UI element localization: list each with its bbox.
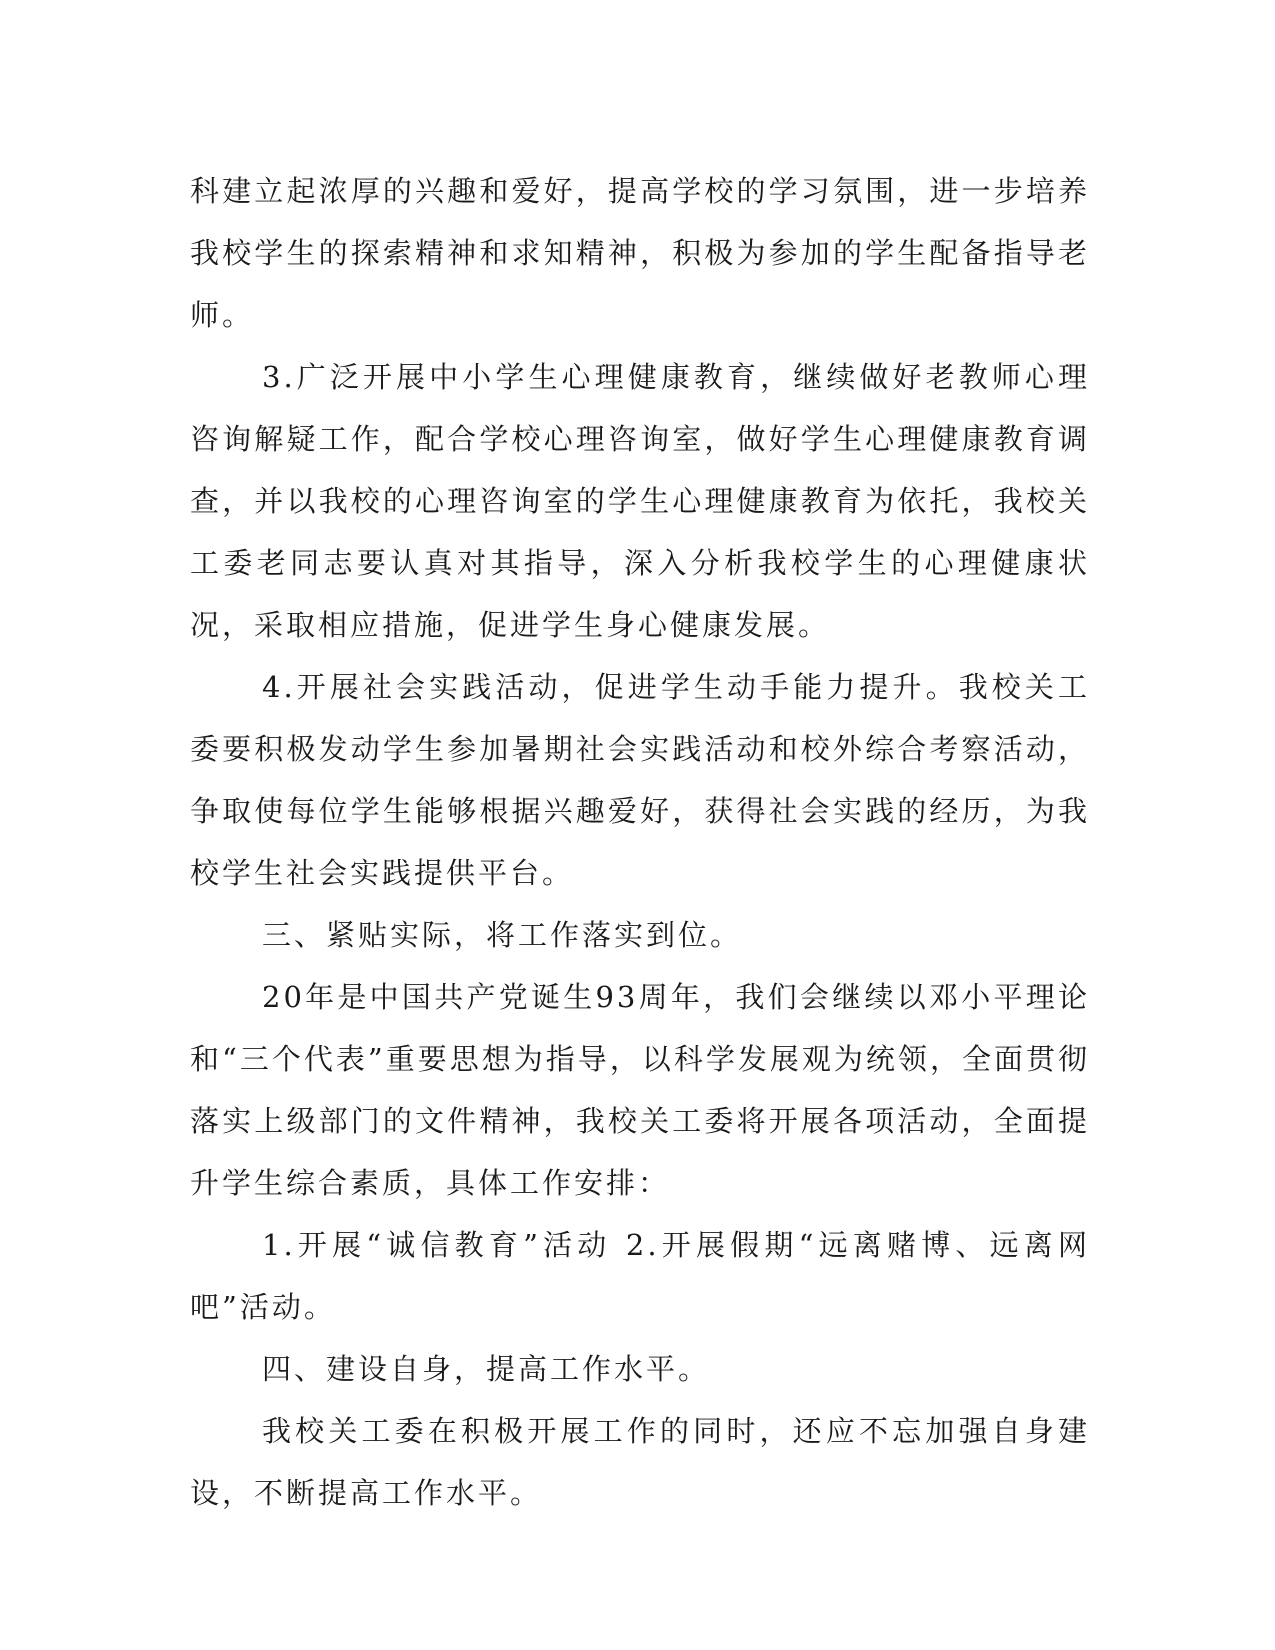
section-heading-3: 三、紧贴实际，将工作落实到位。	[262, 918, 743, 952]
paragraph-self-building: 我校关工委在积极开展工作的同时，还应不忘加强自身建设，不断提高工作水平。	[190, 1414, 1090, 1510]
section-heading-4: 四、建设自身，提高工作水平。	[262, 1352, 711, 1386]
paragraph-item-4-social-practice: 4.开展社会实践活动，促进学生动手能力提升。我校关工委要积极发动学生参加暑期社会实践活动和校外综合考察活动，争取使每位学生能够根据兴趣爱好，获得社会实践的经历，为我校学生社会实践提供平台。	[190, 670, 1090, 890]
paragraph-item-3-mental-health: 3.广泛开展中小学生心理健康教育，继续做好老教师心理咨询解疑工作，配合学校心理咨询室，做好学生心理健康教育调查，并以我校的心理咨询室的学生心理健康教育为依托，我校关工委老同志要认真对其指导，深入分析我校学生的心理健康状况，采取相应措施，促进学生身心健康发展。	[190, 360, 1090, 642]
paragraph-anniversary: 20年是中国共产党诞生93周年，我们会继续以邓小平理论和“三个代表”重要思想为指导，以科学发展观为统领，全面贯彻落实上级部门的文件精神，我校关工委将开展各项活动，全面提升学生综合素质，具体工作安排：	[190, 980, 1090, 1200]
document-body	[190, 160, 1090, 1524]
paragraph-activities-list: 1.开展“诚信教育”活动 2.开展假期“远离赌博、远离网吧”活动。	[190, 1228, 1090, 1324]
paragraph-intro-continuation: 科建立起浓厚的兴趣和爱好，提高学校的学习氛围，进一步培养我校学生的探索精神和求知精神，积极为参加的学生配备指导老师。	[190, 174, 1090, 332]
